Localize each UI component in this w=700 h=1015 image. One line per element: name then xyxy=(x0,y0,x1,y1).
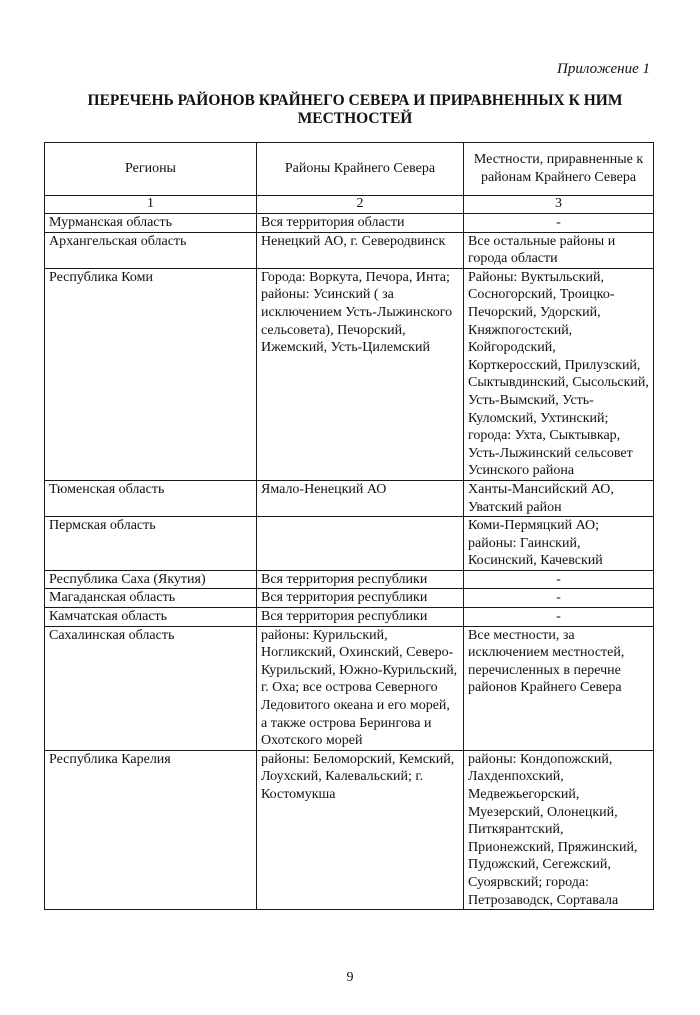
column-number-row xyxy=(45,196,654,214)
region-cell: Республика Карелия xyxy=(45,750,257,909)
table-row xyxy=(45,480,654,516)
header-regions: Регионы xyxy=(45,143,257,196)
equated-cell: Коми-Пермяцкий АО; районы: Гаинский, Косинский, Качевский xyxy=(464,517,654,571)
table-header-row xyxy=(45,143,654,196)
appendix-label: Приложение 1 xyxy=(557,61,650,77)
districts-table xyxy=(44,142,654,910)
far-north-cell: районы: Беломорский, Кемский, Лоухский, Калевальский; г. Костомукша xyxy=(257,750,464,909)
far-north-cell: Вся территория республики xyxy=(257,608,464,627)
table-row xyxy=(45,608,654,627)
equated-cell: - xyxy=(464,214,654,233)
table-row xyxy=(45,232,654,268)
far-north-cell: районы: Курильский, Ногликский, Охинский, Северо-Курильский, Южно-Курильский, г. Оха; все острова Северного Ледовитого океана и его морей, а также острова Берингова и Охотского морей xyxy=(257,626,464,750)
far-north-cell: Ямало-Ненецкий АО xyxy=(257,480,464,516)
document-title xyxy=(60,92,650,128)
far-north-cell xyxy=(257,517,464,571)
page-number: 9 xyxy=(346,970,354,985)
equated-cell: районы: Кондопожский, Лахденпохский, Медвежьегорский, Муезерский, Олонецкий, Питкярантский, Прионежский, Пряжинский, Пудожский, Сегежский, Суоярвский; города: Петрозаводск, Сортавала xyxy=(464,750,654,909)
region-cell: Сахалинская область xyxy=(45,626,257,750)
table-row xyxy=(45,268,654,480)
far-north-cell: Вся территория республики xyxy=(257,570,464,589)
header-far-north-districts: Районы Крайнего Севера xyxy=(257,143,464,196)
table-row xyxy=(45,214,654,233)
equated-cell: Районы: Вуктыльский, Сосногорский, Троицко-Печорский, Удорский, Княжпогостский, Койгородский, Корткеросский, Прилузский, Сыктывдинский, Сысольский, Усть-Вымский, Усть-Куломский, Ухтинский; города: Ухта, Сыктывкар, Усть-Лыжинский сельсовет Усинского района xyxy=(464,268,654,480)
far-north-cell: Вся территория республики xyxy=(257,589,464,608)
title-line-2: МЕСТНОСТЕЙ xyxy=(297,110,413,127)
far-north-cell: Ненецкий АО, г. Северодвинск xyxy=(257,232,464,268)
column-number-3: 3 xyxy=(464,196,654,214)
equated-cell: - xyxy=(464,608,654,627)
region-cell: Камчатская область xyxy=(45,608,257,627)
region-cell: Архангельская область xyxy=(45,232,257,268)
equated-cell: - xyxy=(464,589,654,608)
region-cell: Пермская область xyxy=(45,517,257,571)
table-row xyxy=(45,750,654,909)
region-cell: Мурманская область xyxy=(45,214,257,233)
column-number-2: 2 xyxy=(257,196,464,214)
far-north-cell: Города: Воркута, Печора, Инта; районы: Усинский ( за исключением Усть-Лыжинского сельсовета), Печорский, Ижемский, Усть-Цилемский xyxy=(257,268,464,480)
equated-cell: Ханты-Мансийский АО, Уватский район xyxy=(464,480,654,516)
table-row xyxy=(45,570,654,589)
table-row xyxy=(45,626,654,750)
far-north-cell: Вся территория области xyxy=(257,214,464,233)
region-cell: Тюменская область xyxy=(45,480,257,516)
equated-cell: - xyxy=(464,570,654,589)
equated-cell: Все местности, за исключением местностей, перечисленных в перечне районов Крайнего Севера xyxy=(464,626,654,750)
region-cell: Республика Саха (Якутия) xyxy=(45,570,257,589)
header-equated-localities: Местности, приравненные к районам Крайнего Севера xyxy=(464,143,654,196)
equated-cell: Все остальные районы и города области xyxy=(464,232,654,268)
table-row xyxy=(45,589,654,608)
table-row xyxy=(45,517,654,571)
region-cell: Республика Коми xyxy=(45,268,257,480)
title-line-1: ПЕРЕЧЕНЬ РАЙОНОВ КРАЙНЕГО СЕВЕРА И ПРИРАВНЕННЫХ К НИМ xyxy=(87,92,623,109)
column-number-1: 1 xyxy=(45,196,257,214)
region-cell: Магаданская область xyxy=(45,589,257,608)
